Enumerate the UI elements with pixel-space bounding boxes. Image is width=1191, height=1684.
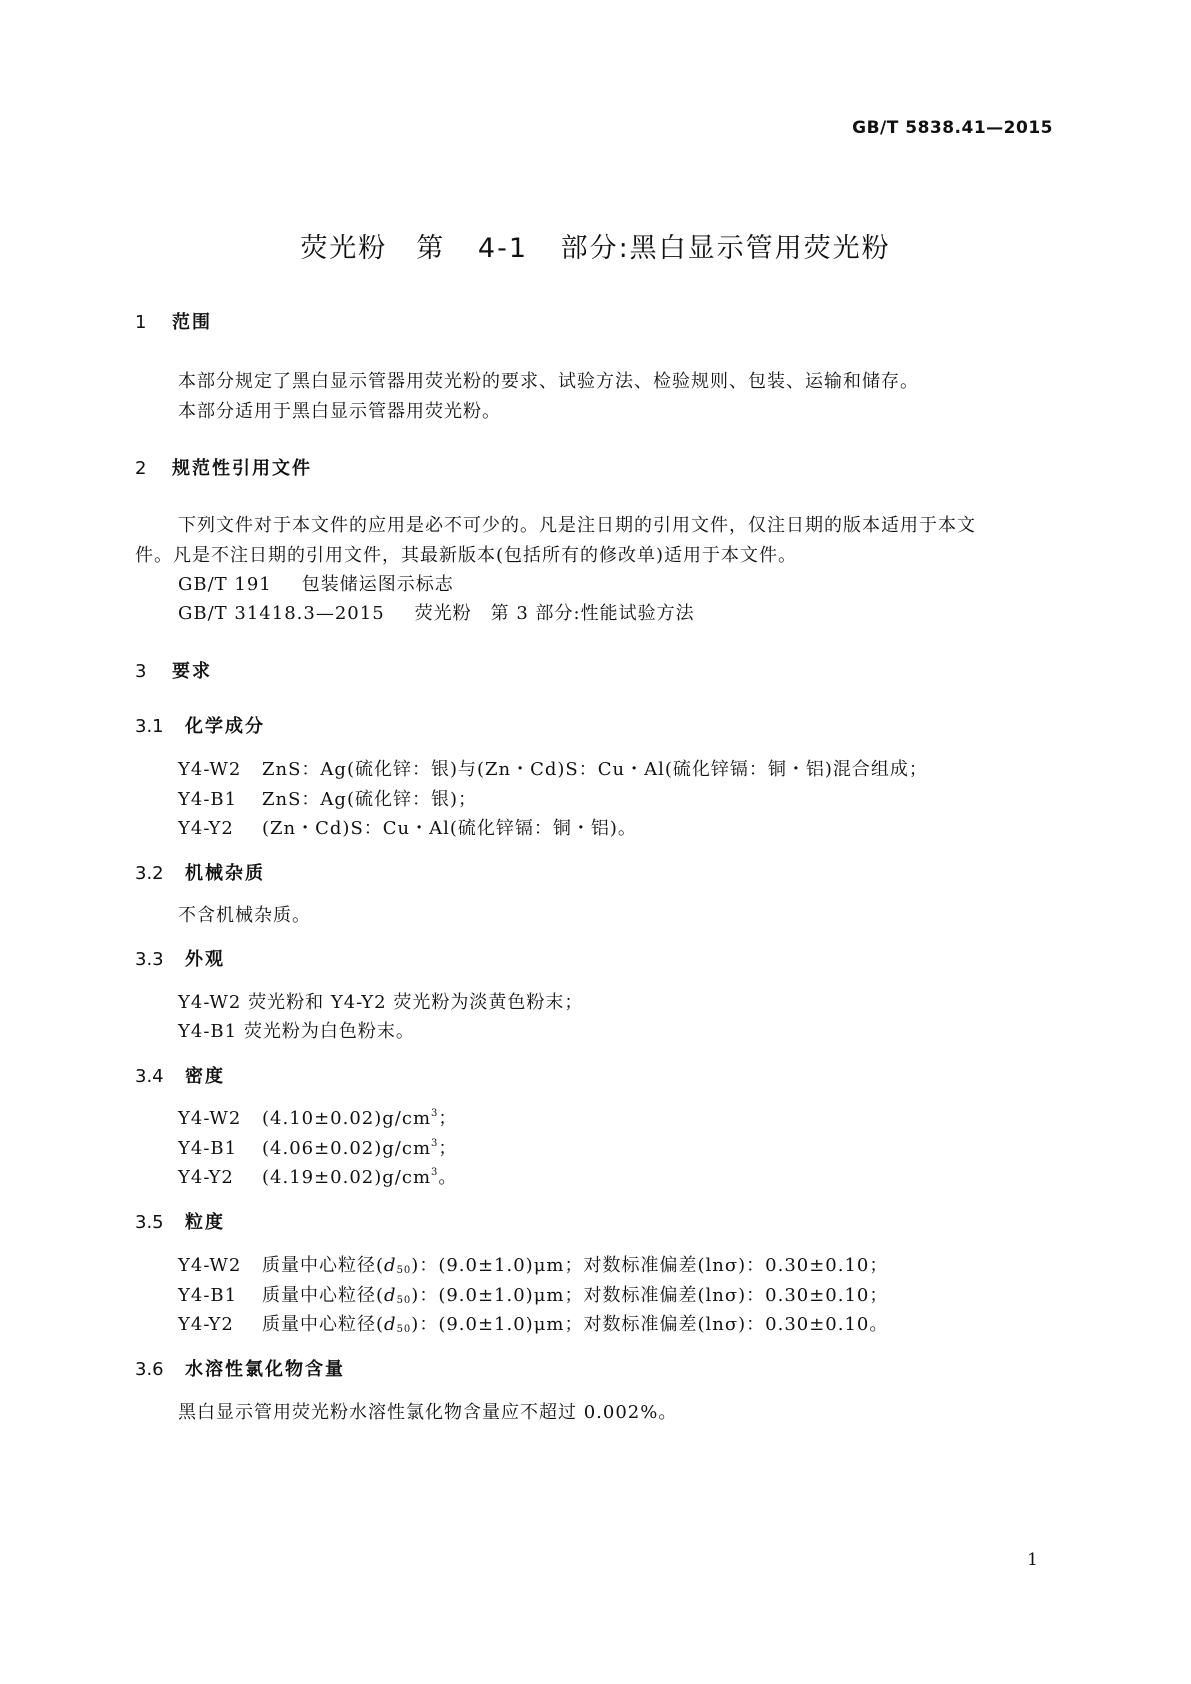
section-number: 3.3 — [135, 949, 164, 970]
density-value: (4.10±0.02)g/cm — [262, 1108, 432, 1129]
particle-label-pre: 质量中心粒径( — [262, 1285, 385, 1306]
d-subscript: 50 — [396, 1295, 412, 1306]
reference-code: GB/T 31418.3—2015 — [178, 603, 385, 624]
particle-label-pre: 质量中心粒径( — [262, 1255, 385, 1276]
section-3-2-heading — [135, 859, 265, 885]
phosphor-code: Y4-B1 — [178, 1138, 238, 1159]
d-symbol: d — [384, 1285, 397, 1306]
d-subscript: 50 — [396, 1265, 412, 1276]
row-end-mark: ； — [869, 1285, 889, 1306]
section-title: 范围 — [172, 312, 212, 333]
reference-title: 包装储运图示标志 — [301, 574, 454, 595]
normative-reference-1 — [178, 570, 454, 596]
particle-size-row — [178, 1310, 888, 1336]
section-1-paragraph-2: 本部分适用于黑白显示管器用荧光粉。 — [178, 401, 501, 422]
appearance-line-1: Y4-W2 荧光粉和 Y4-Y2 荧光粉为淡黄色粉末； — [178, 992, 584, 1013]
section-title: 外观 — [185, 949, 225, 970]
density-row — [178, 1163, 457, 1189]
density-value: (4.06±0.02)g/cm — [262, 1138, 432, 1159]
density-row — [178, 1104, 457, 1130]
section-3-6-paragraph: 黑白显示管用荧光粉水溶性氯化物含量应不超过 0.002%。 — [178, 1402, 678, 1423]
phosphor-code: Y4-Y2 — [178, 1314, 234, 1335]
phosphor-code: Y4-W2 — [178, 1255, 242, 1276]
section-number: 2 — [135, 458, 147, 479]
section-3-4-heading — [135, 1062, 225, 1088]
section-title: 要求 — [172, 661, 212, 682]
composition-text: ZnS：Ag(硫化锌：银)； — [262, 789, 477, 810]
phosphor-code: Y4-B1 — [178, 789, 238, 810]
d-symbol: d — [384, 1314, 397, 1335]
particle-label-post: )：(9.0±1.0)μm；对数标准偏差(lnσ)：0.30±0.10 — [411, 1285, 870, 1306]
phosphor-code: Y4-B1 — [178, 1285, 238, 1306]
particle-label-post: )：(9.0±1.0)μm；对数标准偏差(lnσ)：0.30±0.10 — [411, 1255, 870, 1276]
standard-number: GB/T 5838.41—2015 — [852, 118, 1053, 138]
density-value: (4.19±0.02)g/cm — [262, 1167, 432, 1188]
phosphor-code: Y4-Y2 — [178, 818, 234, 839]
section-title: 化学成分 — [185, 716, 265, 737]
section-number: 3.1 — [135, 716, 164, 737]
row-end-mark: ； — [438, 1108, 458, 1129]
section-2-paragraph-line-1: 下列文件对于本文件的应用是必不可少的。凡是注日期的引用文件，仅注日期的版本适用于本文 — [178, 515, 976, 536]
page-number: 1 — [1027, 1550, 1038, 1570]
d-symbol: d — [384, 1255, 397, 1276]
section-number: 3.2 — [135, 863, 164, 884]
appearance-line-2: Y4-B1 荧光粉为白色粉末。 — [178, 1021, 415, 1042]
section-title: 机械杂质 — [185, 863, 265, 884]
composition-text: ZnS：Ag(硫化锌：银)与(Zn・Cd)S：Cu・Al(硫化锌镉：铜・铝)混合组成； — [262, 759, 928, 780]
row-end-mark: 。 — [438, 1167, 458, 1188]
normative-reference-2 — [178, 599, 695, 625]
row-end-mark: ； — [438, 1138, 458, 1159]
composition-row — [178, 814, 637, 840]
unit-exponent: 3 — [431, 1108, 439, 1119]
section-1-paragraph-1: 本部分规定了黑白显示管器用荧光粉的要求、试验方法、检验规则、包装、运输和储存。 — [178, 371, 919, 392]
section-1-heading — [135, 308, 212, 334]
section-number: 3.5 — [135, 1212, 164, 1233]
density-row — [178, 1134, 457, 1160]
particle-size-row — [178, 1281, 888, 1307]
section-title: 水溶性氯化物含量 — [185, 1359, 345, 1380]
unit-exponent: 3 — [431, 1138, 439, 1149]
phosphor-code: Y4-W2 — [178, 1108, 242, 1129]
particle-size-row — [178, 1251, 888, 1277]
reference-code: GB/T 191 — [178, 574, 272, 595]
particle-label-pre: 质量中心粒径( — [262, 1314, 385, 1335]
section-number: 3.6 — [135, 1359, 164, 1380]
composition-row — [178, 785, 477, 811]
section-number: 3 — [135, 661, 147, 682]
section-2-paragraph-line-2: 件。凡是不注日期的引用文件，其最新版本(包括所有的修改单)适用于本文件。 — [135, 545, 798, 566]
d-subscript: 50 — [396, 1324, 412, 1335]
unit-exponent: 3 — [431, 1167, 439, 1178]
section-title: 粒度 — [185, 1212, 225, 1233]
section-3-6-heading — [135, 1355, 345, 1381]
section-3-1-heading — [135, 712, 265, 738]
composition-row — [178, 755, 928, 781]
section-3-2-paragraph: 不含机械杂质。 — [178, 905, 311, 926]
composition-text: (Zn・Cd)S：Cu・Al(硫化锌镉：铜・铝)。 — [262, 818, 637, 839]
section-title: 密度 — [185, 1066, 225, 1087]
section-2-heading — [135, 454, 312, 480]
section-number: 1 — [135, 312, 147, 333]
phosphor-code: Y4-Y2 — [178, 1167, 234, 1188]
reference-title: 荧光粉 第 3 部分:性能试验方法 — [414, 603, 695, 624]
section-3-5-heading — [135, 1208, 225, 1234]
row-end-mark: 。 — [869, 1314, 889, 1335]
phosphor-code: Y4-W2 — [178, 759, 242, 780]
particle-label-post: )：(9.0±1.0)μm；对数标准偏差(lnσ)：0.30±0.10 — [411, 1314, 870, 1335]
section-number: 3.4 — [135, 1066, 164, 1087]
section-3-heading — [135, 657, 212, 683]
document-title: 荧光粉 第 4-1 部分:黑白显示管用荧光粉 — [300, 233, 891, 264]
section-3-3-heading — [135, 945, 225, 971]
section-title: 规范性引用文件 — [172, 458, 312, 479]
row-end-mark: ； — [869, 1255, 889, 1276]
